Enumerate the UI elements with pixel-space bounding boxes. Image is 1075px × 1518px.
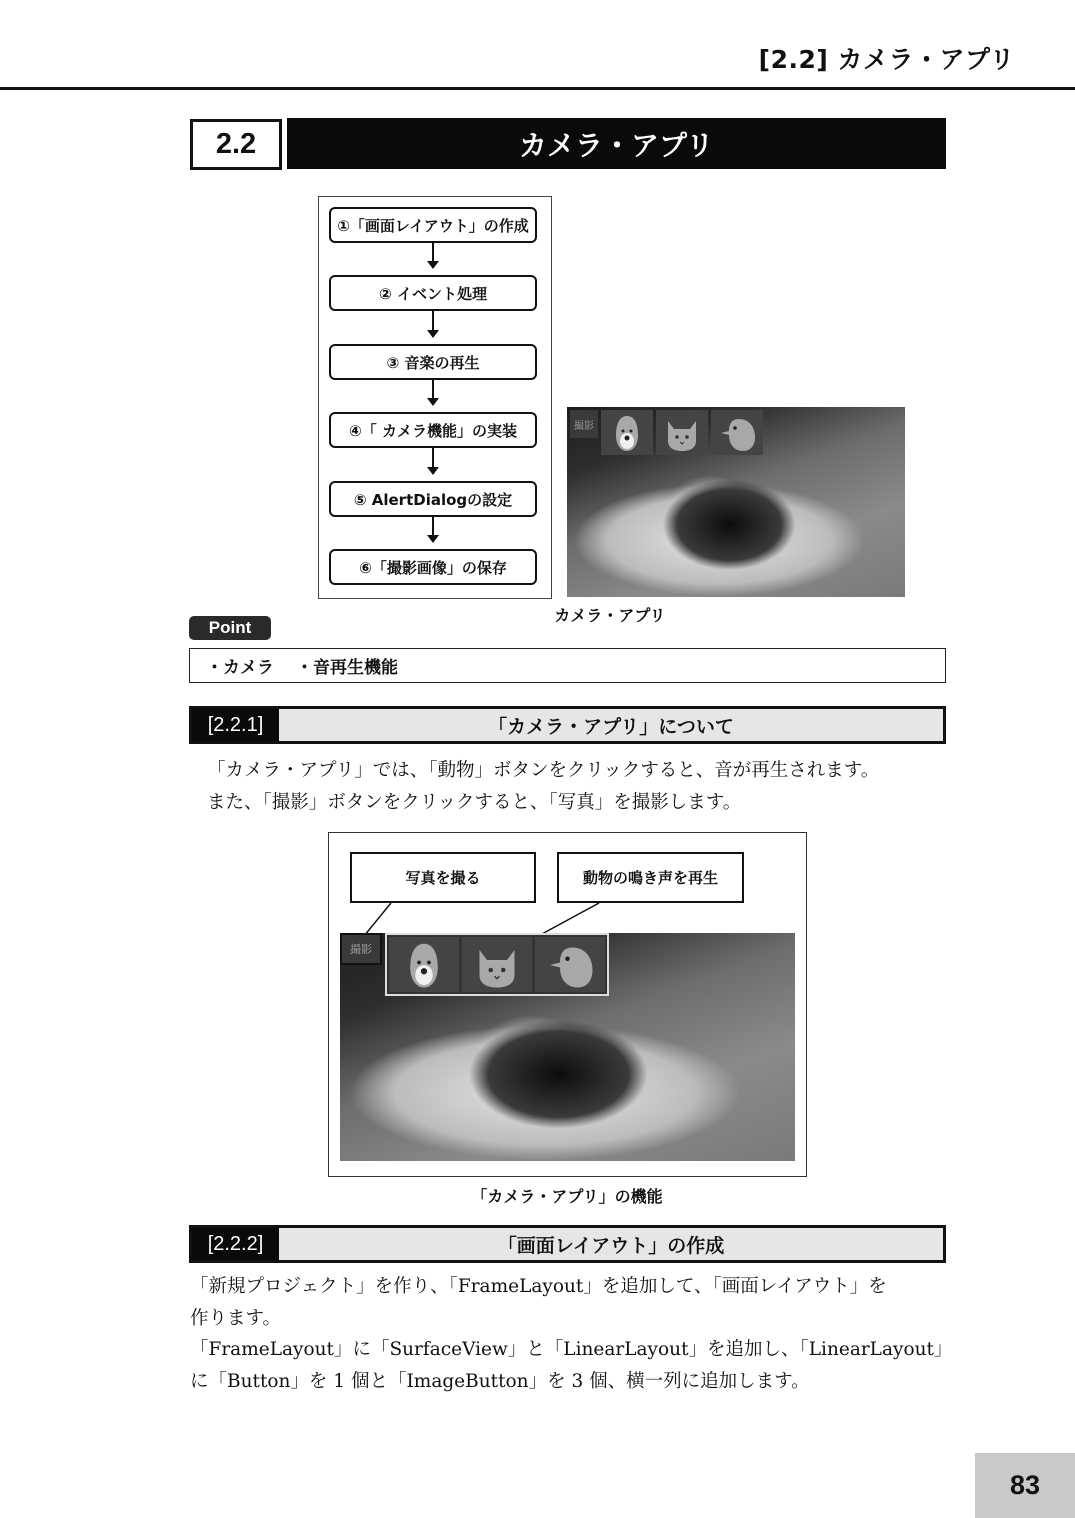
subsection-title: 「カメラ・アプリ」について — [279, 709, 943, 741]
cat-icon[interactable] — [656, 410, 708, 455]
flow-step-4: ④「 カメラ機能」の実装 — [329, 412, 537, 448]
flow-arrow — [432, 448, 434, 473]
header-rule — [0, 87, 1075, 90]
section-title: カメラ・アプリ — [287, 118, 946, 169]
feature-figure — [328, 832, 807, 1177]
flow-arrow — [432, 380, 434, 404]
page-number: 83 — [975, 1453, 1075, 1518]
flow-arrow — [432, 311, 434, 336]
flow-step-6: ⑥「撮影画像」の保存 — [329, 549, 537, 585]
point-item: ・音再生機能 — [296, 658, 398, 678]
paragraph-line: に「Button」を 1 個と「ImageButton」を 3 個、横一列に追加します。 — [190, 1370, 810, 1392]
paragraph-1 — [207, 755, 947, 818]
dog-icon[interactable] — [389, 937, 459, 992]
section-number: 2.2 — [190, 119, 282, 170]
shoot-button[interactable]: 撮影 — [340, 933, 382, 965]
subsection-header — [189, 706, 946, 744]
subsection-number: [2.2.2] — [192, 1228, 279, 1260]
paragraph-line: また、「撮影」ボタンをクリックすると、「写真」を撮影します。 — [207, 791, 742, 813]
callout-play-sound: 動物の鳴き声を再生 — [557, 852, 744, 903]
paragraph-line: 「新規プロジェクト」を作り、「FrameLayout」を追加して、「画面レイアウト」を — [190, 1276, 887, 1297]
paragraph-line: 作ります。 — [190, 1307, 282, 1329]
paragraph-2 — [190, 1271, 953, 1397]
bird-icon[interactable] — [711, 410, 763, 455]
flow-step-1: ①「画面レイアウト」の作成 — [329, 207, 537, 243]
flow-arrow — [432, 517, 434, 541]
paragraph-line: 「カメラ・アプリ」では、「動物」ボタンをクリックすると、音が再生されます。 — [207, 760, 880, 781]
subsection-title: 「画面レイアウト」の作成 — [279, 1228, 943, 1260]
subsection-number: [2.2.1] — [192, 709, 279, 741]
shoot-button[interactable]: 撮影 — [570, 410, 598, 438]
animal-buttons — [385, 933, 609, 996]
flow-step-2: ② イベント処理 — [329, 275, 537, 311]
camera-app-screenshot — [567, 407, 905, 597]
flow-step-3: ③ 音楽の再生 — [329, 344, 537, 380]
camera-preview — [340, 933, 795, 1161]
bird-icon[interactable] — [535, 937, 605, 992]
point-badge: Point — [189, 616, 271, 640]
dog-icon[interactable] — [601, 410, 653, 455]
flowchart — [318, 196, 552, 599]
figure-caption-1: カメラ・アプリ — [554, 606, 666, 625]
callout-take-photo: 写真を撮る — [350, 852, 536, 903]
point-item: ・カメラ — [206, 658, 274, 678]
figure-caption-2: 「カメラ・アプリ」の機能 — [471, 1187, 663, 1206]
paragraph-line: 「FrameLayout」に「SurfaceView」と「LinearLayout」を追加し、「LinearLayout」 — [190, 1339, 953, 1360]
flow-step-5: ⑤ AlertDialogの設定 — [329, 481, 537, 517]
point-box — [189, 648, 946, 683]
cat-icon[interactable] — [462, 937, 532, 992]
running-header: [2.2] カメラ・アプリ — [758, 45, 1015, 74]
flow-arrow — [432, 243, 434, 267]
subsection-header — [189, 1225, 946, 1263]
